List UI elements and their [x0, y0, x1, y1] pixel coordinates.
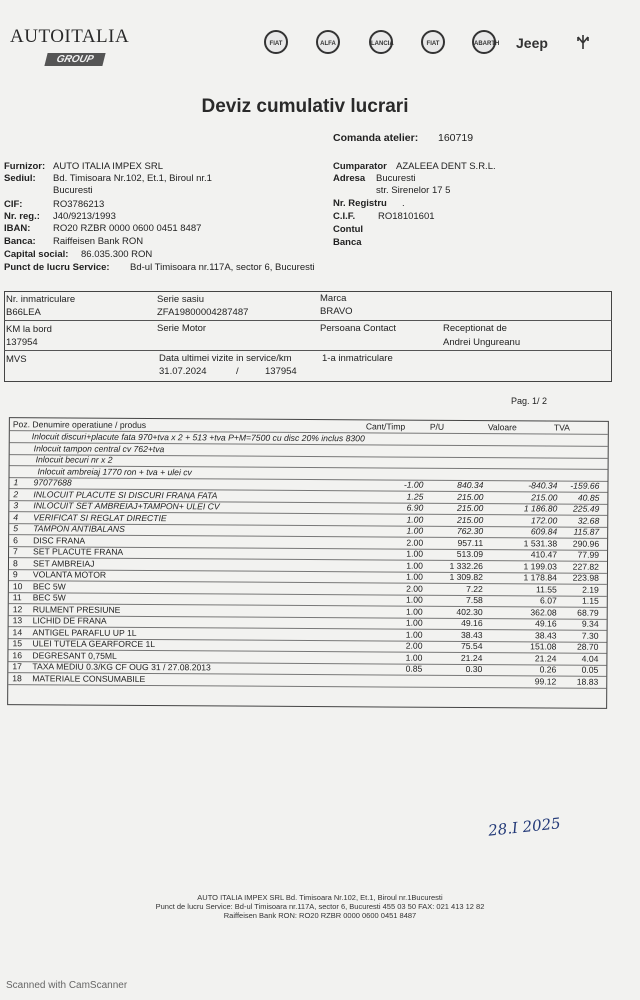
group-logo-badge: GROUP	[44, 53, 105, 66]
banca-value: Raiffeisen Bank RON	[53, 236, 144, 247]
row-valoare: 172.00	[530, 514, 558, 526]
row-name: BEC 5W	[32, 592, 66, 603]
row-valoare: 1 178.84	[523, 572, 557, 583]
punct-value: Bd-ul Timisoara nr.117A, sector 6, Bucuresti	[130, 262, 315, 273]
buyer-banca-label: Banca	[333, 237, 362, 248]
nr-inmatriculare-label: Nr. inmatriculare	[6, 294, 76, 305]
row-poz: 5	[13, 523, 19, 534]
row-tva: 223.98	[572, 572, 599, 583]
row-pu: 762.30	[456, 525, 484, 537]
header-tva: TVA	[553, 422, 570, 433]
vehicle-table-divider	[4, 350, 612, 351]
row-cant: 2.00	[406, 537, 424, 548]
document-title: Deviz cumulativ lucrari	[201, 96, 409, 117]
row-poz: 3	[13, 500, 19, 511]
row-name: INLOCUIT PLACUTE SI DISCURI FRANA FATA	[33, 488, 218, 500]
row-poz: 11	[12, 592, 22, 603]
note-text: Inlocuit discuri+placute fata 970+tva x 2 + 513 +tva P+M=7500 cu disc 20% inclus 8300	[31, 431, 365, 444]
row-poz: 2	[13, 488, 19, 499]
operations-table	[7, 417, 609, 709]
row-pu: 7.22	[466, 583, 483, 594]
marca-label: Marca	[320, 293, 347, 304]
row-pu: 215.00	[456, 514, 484, 525]
row-tva: 9.34	[581, 618, 599, 629]
order-number: 160719	[438, 132, 474, 144]
registru-value: .	[402, 198, 405, 209]
banca-label: Banca:	[4, 236, 36, 247]
row-cant: 1.00	[405, 606, 423, 617]
row-poz: 13	[12, 615, 23, 626]
vehicle-info-table	[4, 291, 612, 382]
row-cant: 1.00	[406, 548, 424, 559]
row-tva: 227.82	[572, 561, 600, 572]
header-pu: P/U	[429, 421, 445, 432]
autoitalia-logo: AUTOITALIA	[10, 26, 130, 47]
row-pu: 75.54	[460, 640, 483, 652]
ultima-vizita-label: Data ultimei vizite in service/km	[159, 353, 292, 364]
nrreg-label: Nr. reg.:	[4, 211, 40, 222]
sediul-label: Sediul:	[4, 173, 36, 184]
row-poz: 15	[12, 638, 23, 649]
row-name: TAXA MEDIU 0.3/KG CF OUG 31 / 27.08.2013	[32, 661, 211, 673]
receptionat-value: Andrei Ungureanu	[443, 337, 521, 348]
note-text: Inlocuit ambreiaj 1770 ron + tva + ulei cv	[37, 465, 192, 477]
row-pu: 7.58	[466, 594, 483, 606]
row-valoare: 1 531.38	[523, 537, 558, 549]
row-name: VOLANTA MOTOR	[32, 569, 107, 580]
capital-label: Capital social:	[4, 249, 69, 260]
row-valoare: 38.43	[535, 629, 557, 641]
registru-label: Nr. Registru	[333, 198, 387, 209]
row-valoare: 49.16	[535, 618, 557, 629]
row-poz: 14	[12, 626, 23, 637]
row-valoare: 1 186.80	[523, 503, 558, 514]
row-name: ULEI TUTELA GEARFORCE 1L	[32, 638, 156, 650]
order-label: Comanda atelier:	[333, 132, 419, 144]
row-pu: 215.00	[457, 491, 484, 502]
row-cant: 1.00	[406, 571, 423, 582]
row-cant: 0.85	[405, 663, 423, 674]
row-valoare: 1 199.03	[523, 560, 558, 572]
lancia-logo-icon: LANCIA	[369, 30, 393, 54]
row-tva: 1.15	[582, 595, 599, 606]
row-pu: 49.16	[461, 617, 483, 629]
row-cant: 6.90	[406, 502, 424, 513]
row-cant: 2.00	[405, 640, 423, 651]
table-row	[8, 673, 606, 689]
row-poz: 6	[13, 534, 18, 545]
cif-value: RO3786213	[53, 199, 105, 210]
row-pu: 840.34	[457, 479, 484, 491]
note-text: Inlocuit becuri nr x 2	[35, 454, 113, 465]
header-valoare: Valoare	[487, 422, 517, 433]
row-valoare: 0.26	[539, 664, 557, 675]
fiat-professional-logo-icon: FIAT	[421, 30, 445, 54]
ultima-vizita-km: 137954	[265, 366, 297, 377]
adresa-street: str. Sirenelor 17 5	[376, 185, 451, 196]
handwritten-date-signature: 28.I 2025	[487, 814, 562, 840]
footer-line-1: AUTO ITALIA IMPEX SRL Bd. Timisoara Nr.102, Et.1, Biroul nr.1Bucuresti	[197, 893, 443, 902]
adresa-city: Bucuresti	[376, 173, 416, 184]
jeep-logo: Jeep	[516, 35, 548, 51]
row-cant: 2.00	[406, 583, 423, 594]
row-name: ANTIGEL PARAFLU UP 1L	[32, 626, 137, 638]
furnizor-label: Furnizor:	[4, 161, 46, 172]
row-tva: 77.99	[577, 549, 600, 560]
footer-line-2: Punct de lucru Service: Bd-ul Timisoara nr.117A, sector 6, Bucuresti 455 03 50 FAX: 021 413 12 82	[155, 902, 485, 911]
row-poz: 7	[13, 546, 18, 557]
row-valoare: 151.08	[530, 641, 557, 652]
row-name: DISC FRANA	[33, 534, 86, 546]
row-valoare: 410.47	[530, 549, 558, 560]
row-cant: 1.00	[406, 514, 424, 525]
fiat-logo-icon: FIAT	[264, 30, 288, 54]
vehicle-table-divider	[4, 320, 612, 321]
row-tva: 225.49	[573, 503, 600, 514]
km-label: KM la bord	[6, 324, 52, 335]
row-pu: 1 309.82	[449, 571, 483, 583]
row-valoare: 362.08	[530, 606, 557, 618]
row-tva: 290.96	[572, 538, 600, 549]
row-tva: 115.87	[573, 526, 600, 537]
row-pu: 21.24	[460, 652, 483, 663]
persoana-contact-label: Persoana Contact	[320, 323, 397, 334]
row-name: SET AMBREIAJ	[32, 557, 95, 569]
row-tva: 40.85	[577, 492, 600, 503]
note-text: Inlocuit tampon central cv 762+tva	[33, 442, 165, 454]
row-cant: 1.00	[406, 560, 424, 571]
row-tva: 18.83	[576, 676, 599, 687]
row-name: SET PLACUTE FRANA	[33, 546, 124, 557]
alfa-romeo-logo-icon: ALFA	[316, 30, 340, 54]
row-name: TAMPON ANTIBALANS	[33, 523, 125, 534]
marca-value: BRAVO	[320, 306, 353, 317]
row-cant: 1.00	[405, 617, 423, 628]
row-pu: 1 332.26	[449, 560, 484, 571]
row-name: DEGRESANT 0,75ML	[32, 649, 117, 661]
row-valoare: 215.00	[531, 491, 558, 503]
row-valoare: 99.12	[534, 675, 557, 687]
row-cant: 1.00	[406, 525, 424, 536]
row-name: 97077688	[33, 477, 72, 488]
row-name: LICHID DE FRANA	[32, 615, 107, 626]
abarth-logo-icon: ABARTH	[472, 30, 496, 54]
row-pu: 402.30	[456, 606, 483, 617]
row-pu: 38.43	[461, 629, 483, 640]
prima-inmatriculare-label: 1-a inmatriculare	[322, 353, 393, 364]
scanner-watermark: Scanned with CamScanner	[6, 980, 128, 991]
buyer-cif-label: C.I.F.	[333, 211, 356, 222]
punct-label: Punct de lucru Service:	[4, 262, 110, 273]
row-poz: 10	[12, 580, 23, 591]
row-cant: 1.00	[406, 594, 423, 605]
header-cant: Cant/Timp	[365, 421, 406, 432]
serie-sasiu-value: ZFA19800004287487	[157, 307, 249, 318]
row-cant: 1.00	[405, 629, 423, 640]
row-tva: -159.66	[570, 480, 600, 491]
km-value: 137954	[6, 337, 38, 348]
row-name: BEC 5W	[32, 580, 66, 592]
ultima-vizita-data: 31.07.2024	[159, 366, 207, 377]
row-tva: 4.04	[581, 653, 599, 664]
row-cant: -1.00	[403, 479, 424, 490]
cumparator-label: Cumparator	[333, 161, 387, 172]
serie-motor-label: Serie Motor	[157, 323, 207, 334]
row-valoare: 11.55	[535, 583, 557, 595]
row-name: MATERIALE CONSUMABILE	[32, 672, 146, 684]
row-poz: 17	[12, 661, 22, 672]
row-poz: 16	[12, 649, 23, 660]
row-valoare: 609.84	[530, 526, 558, 537]
row-pu: 215.00	[457, 502, 484, 514]
contul-label: Contul	[333, 224, 364, 235]
row-poz: 12	[12, 603, 23, 614]
furnizor-value: AUTO ITALIA IMPEX SRL	[53, 161, 163, 172]
row-pu: 513.09	[456, 548, 484, 560]
row-tva: 7.30	[581, 630, 599, 641]
adresa-label: Adresa	[333, 173, 366, 184]
row-poz: 8	[12, 557, 18, 568]
nr-inmatriculare-value: B66LEA	[6, 307, 41, 318]
receptionat-label: Receptionat de	[443, 323, 507, 334]
row-name: VERIFICAT SI REGLAT DIRECTIE	[33, 511, 167, 523]
row-tva: 2.19	[582, 584, 599, 595]
row-poz: 1	[13, 477, 19, 488]
row-poz: 4	[13, 511, 19, 522]
row-name: INLOCUIT SET AMBREIAJ+TAMPON+ ULEI CV	[33, 500, 220, 512]
row-valoare: 21.24	[534, 652, 557, 664]
row-tva: 32.68	[577, 515, 600, 526]
iban-value: RO20 RZBR 0000 0600 0451 8487	[53, 223, 202, 234]
buyer-cif-value: RO18101601	[378, 211, 435, 222]
page-number: Pag. 1/ 2	[511, 396, 548, 406]
row-cant: 1.00	[405, 652, 423, 663]
row-poz: 18	[12, 672, 22, 683]
row-poz: 9	[12, 569, 18, 580]
header-poz-denumire: Poz. Denumire operatiune / produs	[12, 419, 147, 431]
maserati-trident-icon	[575, 34, 591, 50]
row-valoare: 6.07	[540, 595, 557, 606]
footer-line-3: Raiffeisen Bank RON: RO20 RZBR 0000 0600 0451 8487	[223, 911, 417, 920]
row-name: RULMENT PRESIUNE	[32, 603, 121, 615]
cumparator-value: AZALEEA DENT S.R.L.	[396, 161, 496, 172]
sediul-city: Bucuresti	[53, 185, 93, 196]
ultima-vizita-separator: /	[236, 366, 239, 377]
capital-value: 86.035.300 RON	[81, 249, 153, 260]
nrreg-value: J40/9213/1993	[53, 211, 116, 222]
row-tva: 0.05	[581, 664, 599, 675]
cif-label: CIF:	[4, 199, 23, 210]
serie-sasiu-label: Serie sasiu	[157, 294, 204, 305]
iban-label: IBAN:	[4, 223, 31, 234]
sediul-value: Bd. Timisoara Nr.102, Et.1, Biroul nr.1	[53, 173, 212, 184]
row-tva: 28.70	[576, 641, 599, 652]
mvs-label: MVS	[6, 354, 27, 365]
row-pu: 0.30	[465, 663, 483, 675]
row-cant: 1.25	[406, 491, 424, 502]
row-valoare: -840.34	[528, 480, 558, 491]
row-pu: 957.11	[457, 537, 484, 548]
row-tva: 68.79	[577, 607, 599, 618]
